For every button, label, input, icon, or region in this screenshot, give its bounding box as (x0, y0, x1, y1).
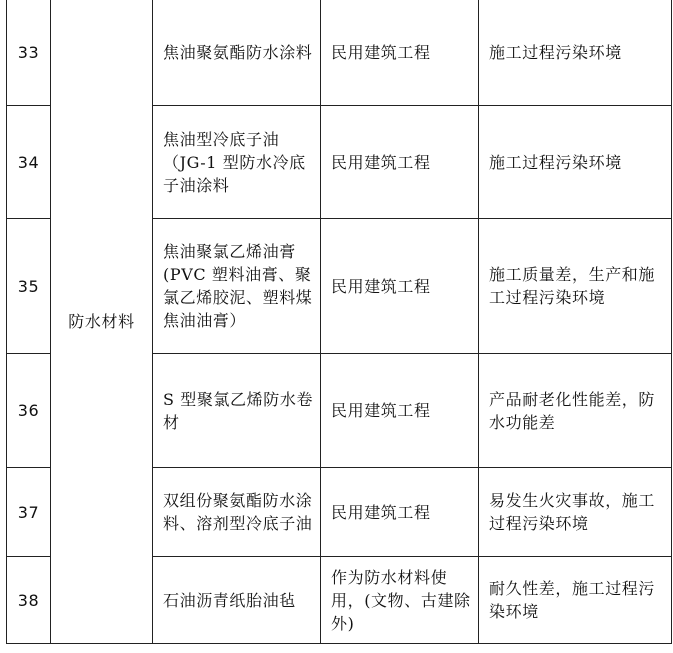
usage-scope: 民用建筑工程 (331, 502, 431, 522)
usage-scope: 民用建筑工程 (331, 401, 431, 420)
row-number: 34 (17, 152, 40, 172)
row-number: 36 (17, 401, 40, 420)
row-number: 38 (17, 590, 40, 610)
usage-scope: 民用建筑工程 (331, 152, 431, 172)
ban-reason: 施工过程污染环境 (489, 152, 622, 172)
material-name: S 型聚氯乙烯防水卷材 (163, 389, 314, 432)
ban-reason: 易发生火灾事故，施工过程污染环境 (489, 491, 656, 533)
material-name: 双组份聚氨酯防水涂料、溶剂型冷底子油 (163, 491, 313, 533)
row-number: 35 (17, 276, 40, 296)
material-name: 焦油聚氨酯防水涂料 (163, 43, 313, 62)
data-table (6, 0, 673, 644)
row-number: 33 (17, 43, 40, 62)
material-name: 石油沥青纸胎油毡 (163, 590, 296, 610)
ban-reason: 施工质量差，生产和施工过程污染环境 (489, 265, 656, 307)
usage-scope: 作为防水材料使用，(文物、古建除外) (331, 567, 471, 633)
grid-line (671, 0, 672, 644)
usage-scope: 民用建筑工程 (331, 43, 431, 62)
material-name: 焦油聚氯乙烯油膏(PVC 塑料油膏、聚氯乙烯胶泥、塑料煤焦油油膏） (163, 242, 313, 330)
ban-reason: 施工过程污染环境 (489, 43, 622, 62)
ban-reason: 产品耐老化性能差，防水功能差 (489, 389, 656, 432)
row-number: 37 (17, 502, 40, 522)
ban-reason: 耐久性差，施工过程污染环境 (489, 579, 656, 621)
grid-line (6, 643, 672, 644)
material-name: 焦油型冷底子油（JG-1 型防水冷底子油涂料 (163, 129, 306, 195)
category-cell: 防水材料 (68, 312, 135, 331)
usage-scope: 民用建筑工程 (331, 276, 431, 296)
